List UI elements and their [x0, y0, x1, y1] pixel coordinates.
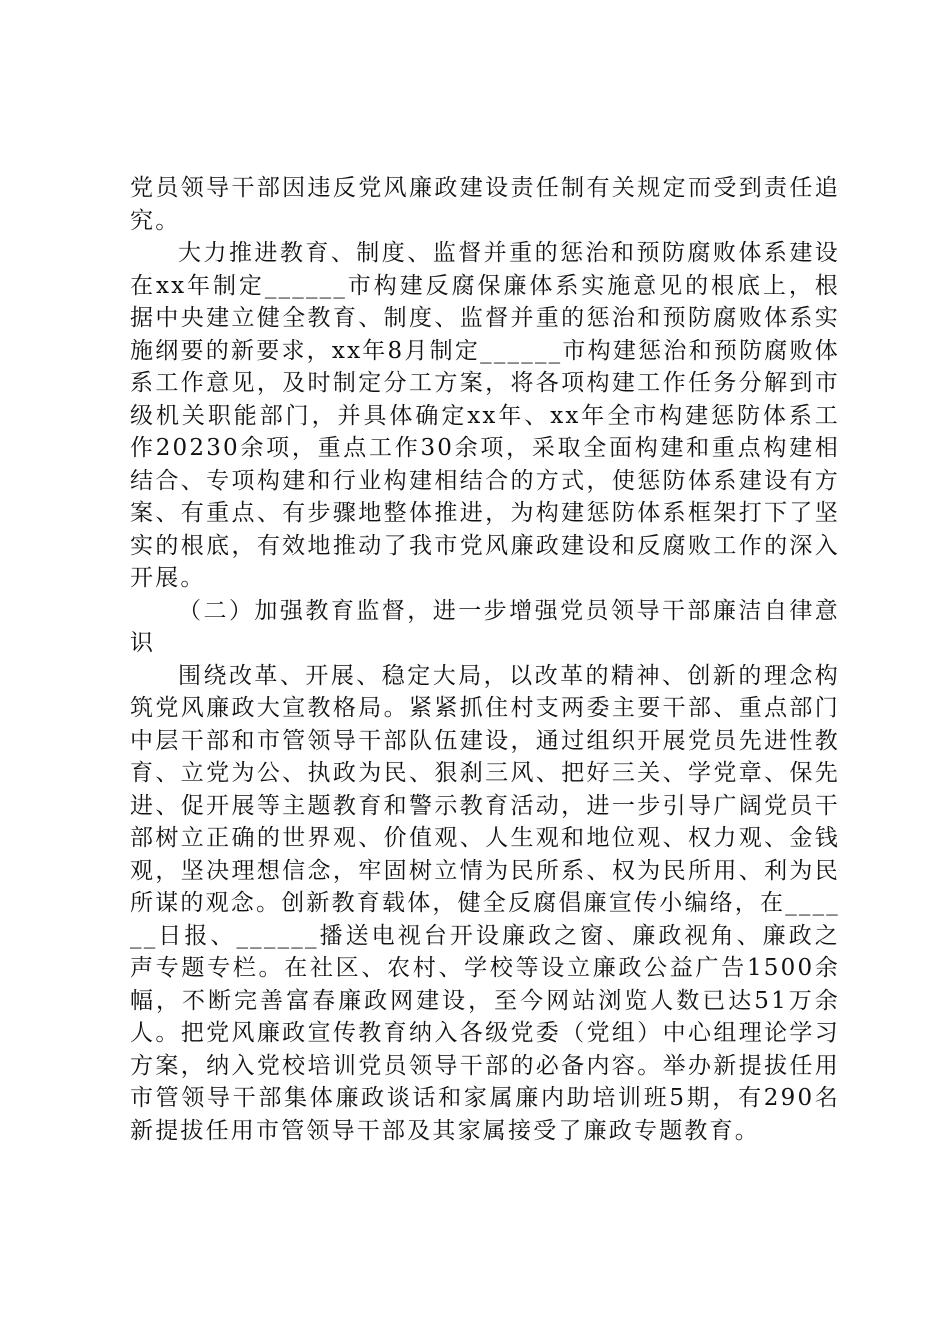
document-body: [130, 172, 840, 1147]
paragraph-continuation: 党员领导干部因违反党风廉政建设责任制有关规定而受到责任追究。: [130, 175, 840, 234]
paragraph-education-activities: 围绕改革、开展、稳定大局，以改革的精神、创新的理念构筑党风廉政大宣教格局。紧紧抓住村支两委主要干部、重点部门中层干部和市管领导干部队伍建设，通过组织开展党员先进性教育、立党为公、执政为民、狠刹三风、把好三关、学党章、保先进、促开展等主题教育和警示教育活动，进一步引导广阔党员干部树立正确的世界观、价值观、人生观和地位观、权力观、金钱观，坚决理想信念，牢固树立情为民所系、权为民所用、利为民所谋的观念。创新教育载体，健全反腐倡廉宣传小编络，在______日报、______播送电视台开设廉政之窗、廉政视角、廉政之声专题专栏。在社区、农村、学校等设立廉政公益广告1500余幅，不断完善富春廉政网建设，至今网站浏览人数已达51万余人。把党风廉政宣传教育纳入各级党委（党组）中心组理论学习方案，纳入党校培训党员领导干部的必备内容。举办新提拔任用市管领导干部集体廉政谈话和家属廉内助培训班5期，有290名新提拔任用市管领导干部及其家属接受了廉政专题教育。: [130, 662, 840, 1144]
section-heading-education-supervision: （二）加强教育监督，进一步增强党员领导干部廉洁自律意识: [130, 597, 840, 656]
paragraph-anticorruption-system: 大力推进教育、制度、监督并重的惩治和预防腐败体系建设在xx年制定______市构建反腐保廉体系实施意见的根底上，根据中央建立健全教育、制度、监督并重的惩治和预防腐败体系实施纲要的新要求，xx年8月制定______市构建惩治和预防腐败体系工作意见，及时制定分工方案，将各项构建工作任务分解到市级机关职能部门，并具体确定xx年、xx年全市构建惩防体系工作20230余项，重点工作30余项，采取全面构建和重点构建相结合、专项构建和行业构建相结合的方式，使惩防体系建设有方案、有重点、有步骤地整体推进，为构建惩防体系框架打下了坚实的根底，有效地推动了我市党风廉政建设和反腐败工作的深入开展。: [130, 240, 840, 591]
